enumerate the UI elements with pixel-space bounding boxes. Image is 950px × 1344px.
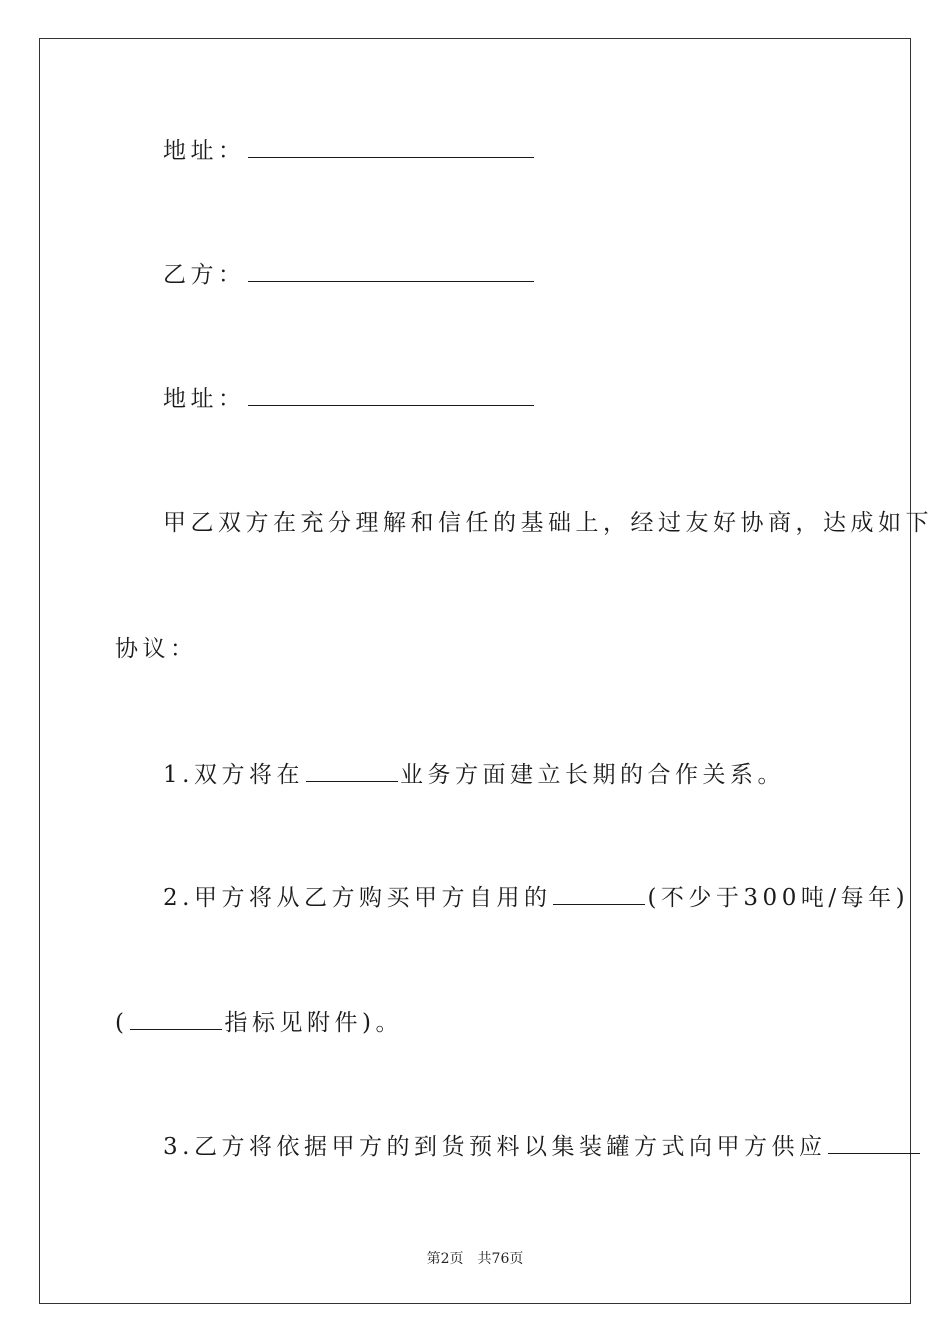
fill-in-blank (828, 1133, 920, 1154)
field-label: 乙方： (163, 262, 246, 288)
fill-in-blank (306, 761, 398, 782)
field-label: 地址： (163, 386, 246, 412)
fill-in-blank (553, 884, 645, 905)
intro-paragraph-line-1: 甲乙双方在充分理解和信任的基础上，经过友好协商，达成如下 (163, 510, 933, 536)
page-border (39, 38, 911, 1304)
clause-2-line-2-before: ( (115, 1010, 129, 1036)
clause-1-text-after: 业务方面建立长期的合作关系。 (399, 762, 785, 788)
clause-2-line-2 (115, 1008, 403, 1038)
page-footer (0, 1248, 950, 1268)
page-number: 第2页 (426, 1251, 464, 1267)
clause-1-text-before: 1.双方将在 (163, 762, 304, 788)
fill-in-blank (248, 137, 534, 158)
clause-3-line-1 (163, 1132, 922, 1162)
field-label: 地址： (163, 138, 246, 164)
party-b-field (163, 260, 536, 290)
page-total: 共76页 (477, 1251, 524, 1267)
intro-paragraph-line-2: 协议： (115, 636, 198, 662)
clause-3-text-before: 3.乙方将依据甲方的到货预料以集装罐方式向甲方供应 (163, 1134, 827, 1160)
fill-in-blank (248, 385, 534, 406)
address-field-2 (163, 384, 536, 414)
clause-2-line-2-after: 指标见附件)。 (224, 1010, 403, 1036)
fill-in-blank (248, 261, 534, 282)
clause-2-line-1 (163, 883, 909, 913)
address-field-1 (163, 136, 536, 166)
clause-2-text-before: 2.甲方将从乙方购买甲方自用的 (163, 885, 552, 911)
clause-1 (163, 760, 785, 790)
clause-2-text-after: (不少于300吨/每年) (647, 885, 910, 911)
fill-in-blank (130, 1009, 222, 1030)
